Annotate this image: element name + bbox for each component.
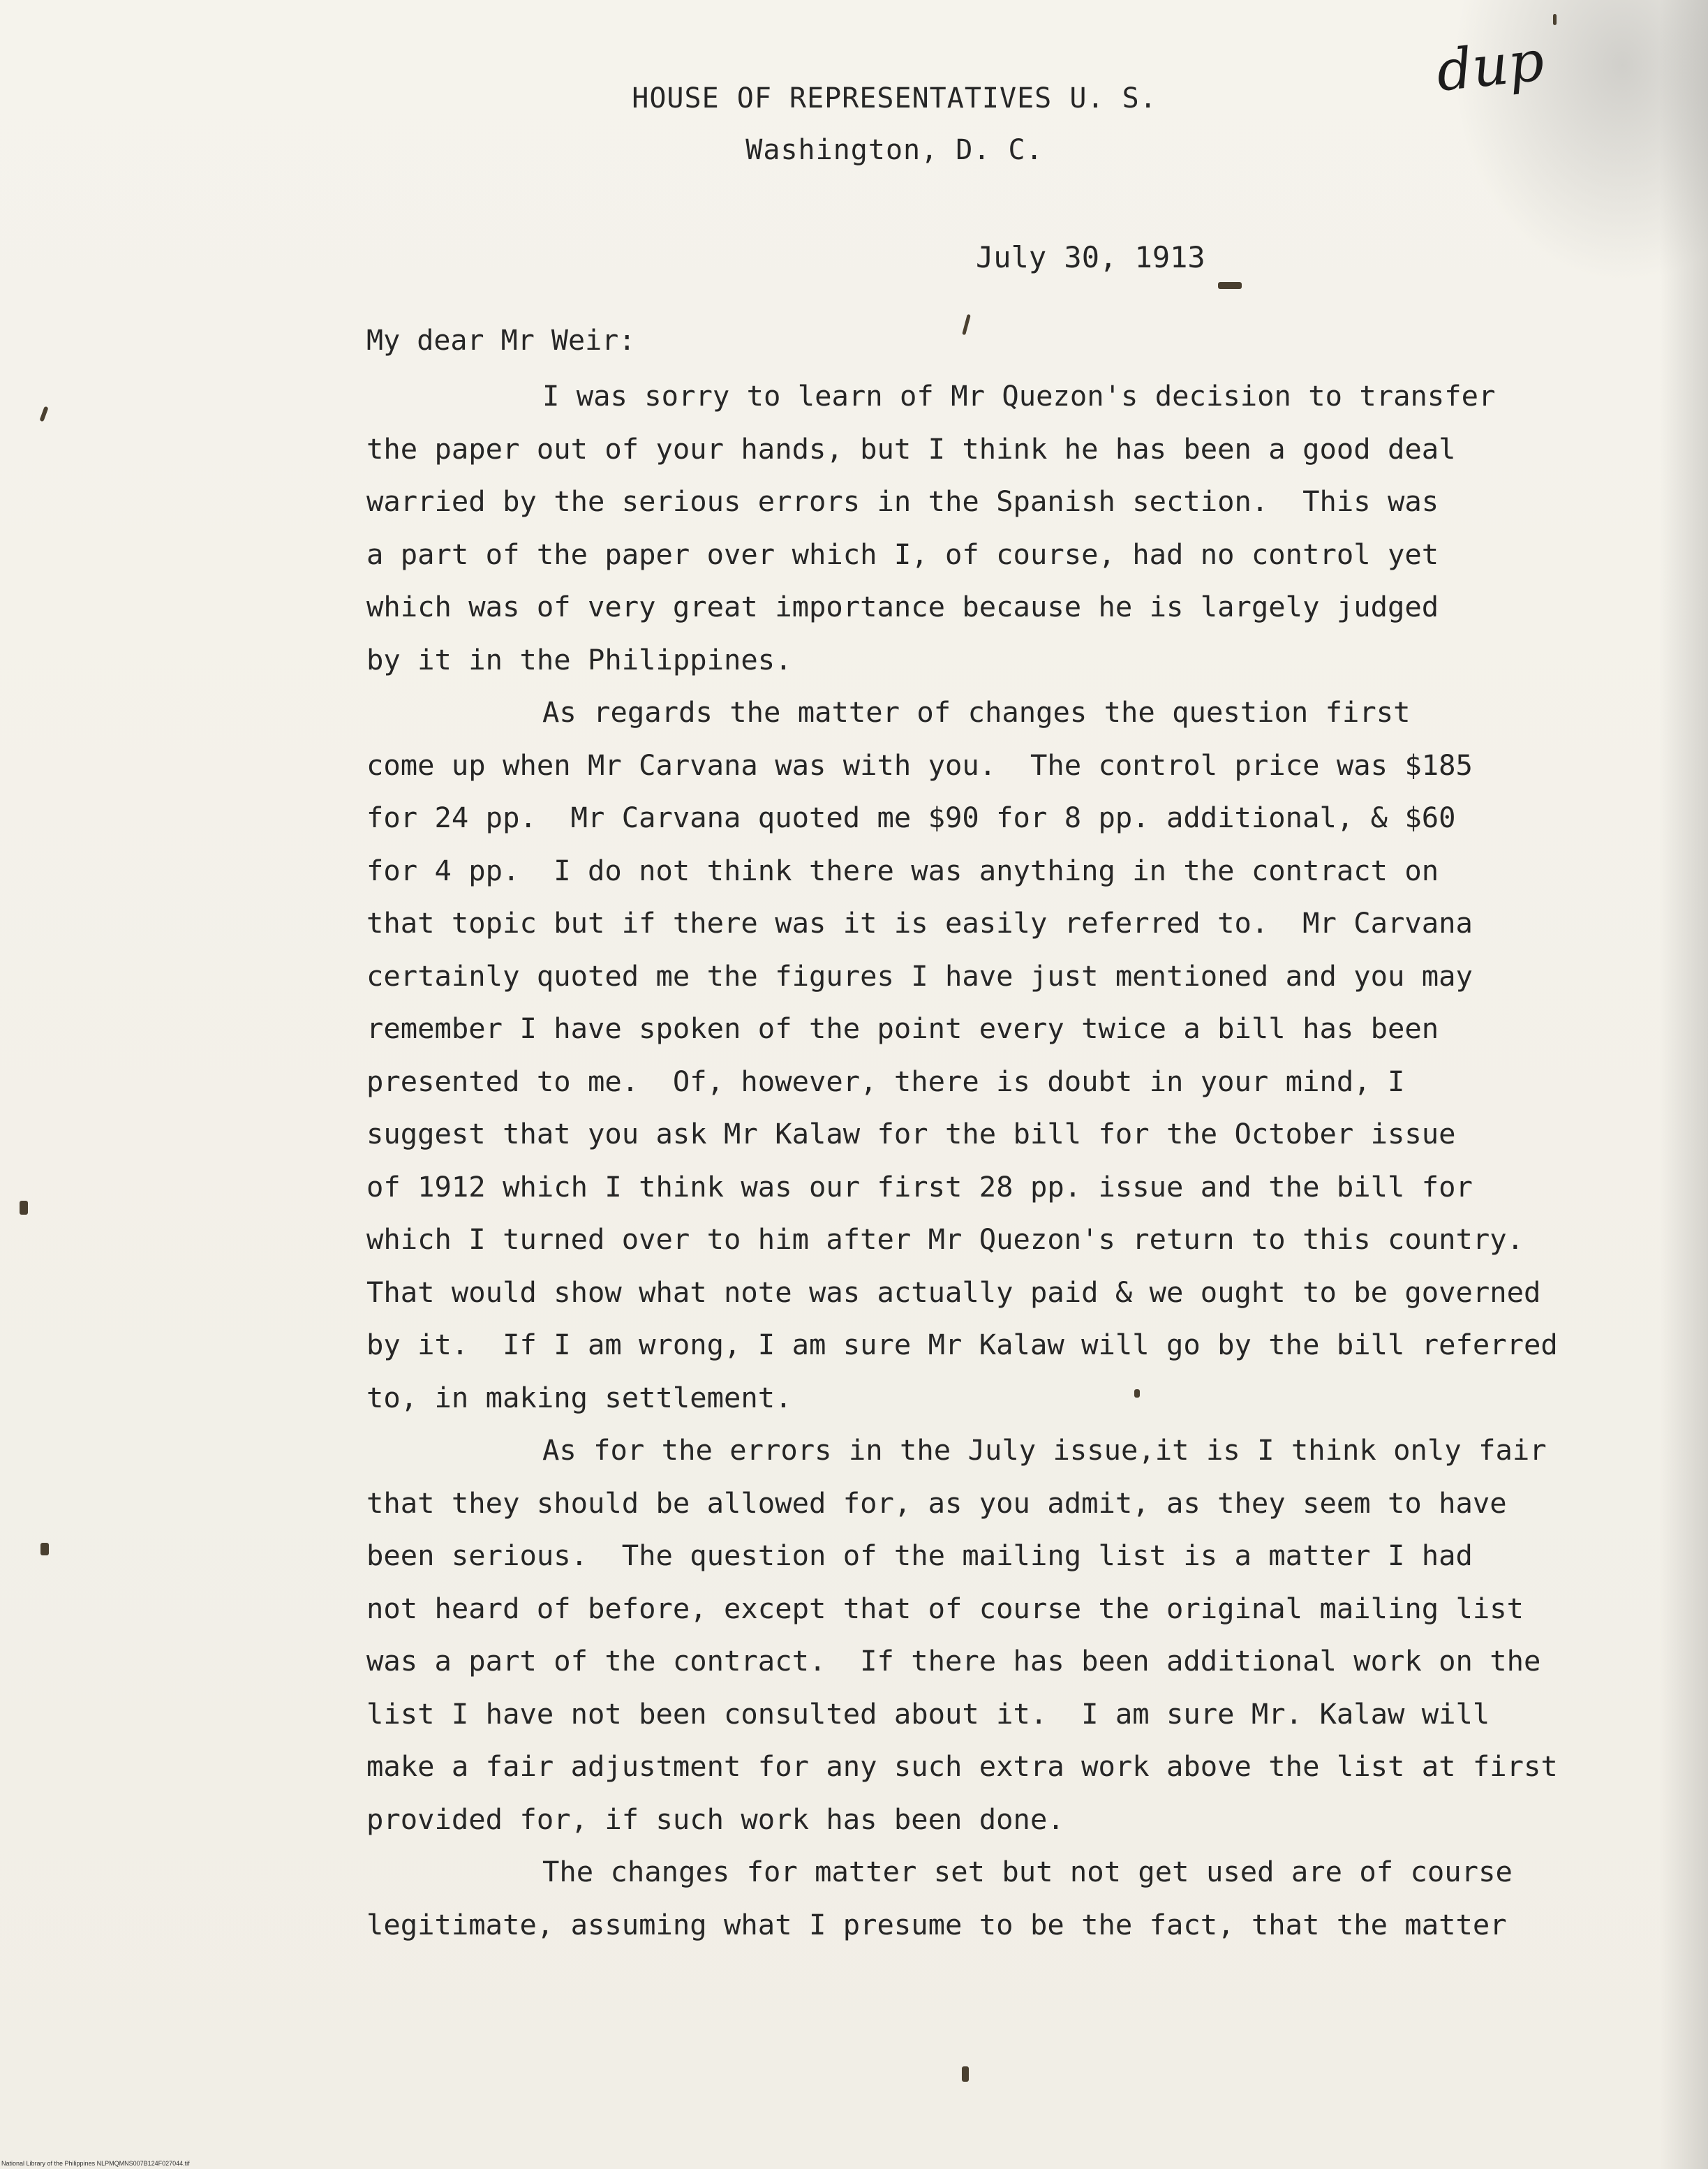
body-line: which I turned over to him after Mr Quezon's return to this country. (366, 1222, 1524, 1256)
body-line: been serious. The question of the mailing list is a matter I had (366, 1539, 1473, 1572)
page-shadow (1659, 0, 1708, 2169)
body-line: suggest that you ask Mr Kalaw for the bill for the October issue (366, 1117, 1456, 1150)
body-line: I was sorry to learn of Mr Quezon's decision to transfer (542, 379, 1496, 413)
letterhead-location: Washington, D. C. (745, 134, 1044, 166)
paper-mark (1553, 14, 1557, 25)
paper-mark (20, 1201, 28, 1215)
body-line: by it. If I am wrong, I am sure Mr Kalaw will go by the bill referred (366, 1328, 1558, 1361)
body-line: for 24 pp. Mr Carvana quoted me $90 for 8 pp. additional, & $60 (366, 801, 1456, 834)
handwritten-annotation: dup (1433, 28, 1547, 104)
letter-date: July 30, 1913 (976, 240, 1205, 274)
body-line: that they should be allowed for, as you admit, as they seem to have (366, 1486, 1507, 1520)
body-line: list I have not been consulted about it. I am sure Mr. Kalaw will (366, 1696, 1490, 1731)
body-line: to, in making settlement. (366, 1380, 792, 1414)
body-line: legitimate, assuming what I presume to be the fact, that the matter (366, 1907, 1507, 1941)
body-line: The changes for matter set but not get used are of course (542, 1855, 1513, 1888)
letterhead-title: HOUSE OF REPRESENTATIVES U. S. (632, 82, 1157, 114)
body-line: not heard of before, except that of course the original mailing list (366, 1591, 1524, 1625)
body-line: come up when Mr Carvana was with you. The control price was $185 (366, 748, 1473, 782)
body-line: certainly quoted me the figures I have just mentioned and you may (366, 958, 1473, 993)
body-line: for 4 pp. I do not think there was anything in the contract on (366, 853, 1439, 887)
body-line: was a part of the contract. If there has been additional work on the (366, 1644, 1541, 1678)
letter-body (366, 370, 1665, 1951)
body-line: remember I have spoken of the point every twice a bill has been (366, 1012, 1439, 1045)
paper-mark (1218, 282, 1242, 289)
body-line: warried by the serious errors in the Spanish section. This was (366, 484, 1439, 518)
archive-footer: National Library of the Philippines NLPMQMNS007B124F027044.tif (1, 2160, 190, 2167)
body-line: As for the errors in the July issue,it is I think only fair (542, 1433, 1547, 1467)
body-line: a part of the paper over which I, of course, had no control yet (366, 537, 1439, 571)
paper-mark (1134, 1389, 1140, 1398)
body-line: provided for, if such work has been done. (366, 1802, 1064, 1836)
body-line: make a fair adjustment for any such extra work above the list at first (366, 1749, 1558, 1783)
body-line: by it in the Philippines. (366, 642, 792, 676)
body-line: which was of very great importance because he is largely judged (366, 590, 1439, 623)
paper-mark (39, 406, 48, 422)
body-line: presented to me. Of, however, there is doubt in your mind, I (366, 1064, 1405, 1098)
body-line: the paper out of your hands, but I think he has been a good deal (366, 431, 1456, 466)
paper-mark (962, 314, 971, 335)
body-line: of 1912 which I think was our first 28 pp. issue and the bill for (366, 1169, 1473, 1204)
paper-mark (40, 1543, 49, 1555)
body-line: That would show what note was actually paid & we ought to be governed (366, 1275, 1541, 1309)
body-line: As regards the matter of changes the question first (542, 695, 1411, 729)
paper-mark (962, 2066, 969, 2082)
salutation: My dear Mr Weir: (366, 325, 636, 357)
body-line: that topic but if there was it is easily referred to. Mr Carvana (366, 906, 1473, 940)
